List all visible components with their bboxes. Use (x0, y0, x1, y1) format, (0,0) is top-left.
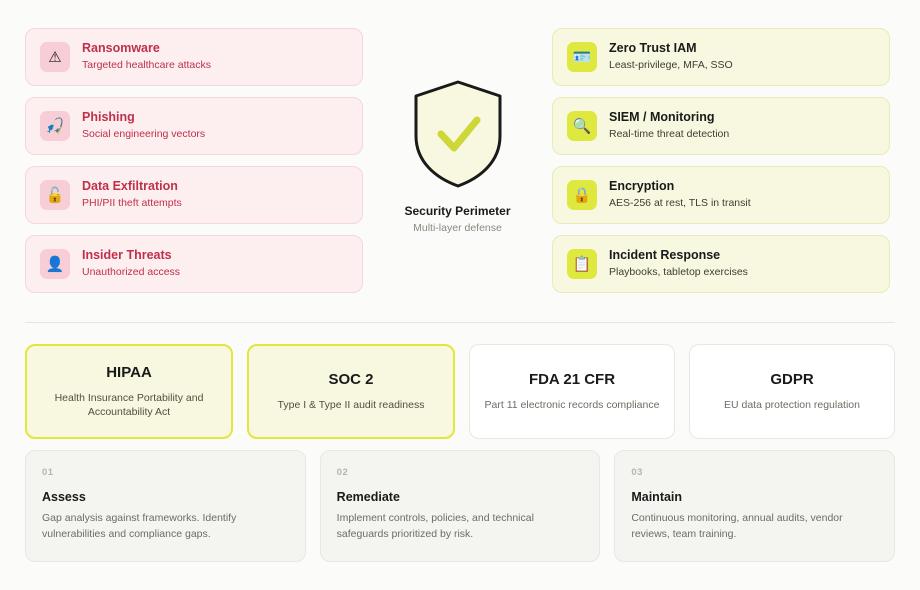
closed-lock-icon: 🔒 (567, 180, 597, 210)
warning-triangle-icon: ⚠ (40, 42, 70, 72)
step-number: 03 (631, 467, 643, 478)
control-subtitle: Real-time threat detection (609, 128, 730, 141)
center-title: Security Perimeter (404, 204, 511, 218)
step-description: Gap analysis against frameworks. Identify vulnerabilities and compliance gaps. (42, 512, 237, 540)
control-subtitle: AES-256 at rest, TLS in transit (609, 197, 751, 210)
section-divider (25, 322, 895, 323)
step-card-remediate[interactable] (320, 450, 601, 562)
step-number: 01 (42, 467, 54, 478)
center-subtitle: Multi-layer defense (413, 222, 502, 234)
magnifier-icon: 🔍 (567, 111, 597, 141)
threat-subtitle: PHI/PII theft attempts (82, 197, 182, 210)
control-subtitle: Least-privilege, MFA, SSO (609, 59, 733, 72)
compliance-description: EU data protection regulation (723, 399, 860, 412)
center-column (363, 28, 552, 234)
id-badge-icon: 🪪 (567, 42, 597, 72)
control-title: SIEM / Monitoring (609, 110, 715, 125)
compliance-name: GDPR (770, 371, 814, 389)
step-number: 02 (336, 467, 349, 478)
compliance-name: SOC 2 (328, 371, 374, 389)
step-description: Continuous monitoring, annual audits, vendor reviews, team training. (631, 512, 843, 540)
control-title: Zero Trust IAM (609, 41, 697, 56)
compliance-description: Part 11 electronic records compliance (484, 399, 660, 412)
clipboard-icon: 📋 (567, 249, 597, 279)
threats-column (25, 28, 363, 293)
compliance-card-hipaa[interactable] (25, 344, 233, 439)
step-title: Maintain (631, 490, 683, 504)
threat-subtitle: Social engineering vectors (82, 128, 206, 141)
compliance-card-fda21cfr[interactable] (469, 344, 675, 439)
step-description: Implement controls, policies, and technical safeguards prioritized by risk. (336, 512, 534, 540)
compliance-card-soc2[interactable] (247, 344, 455, 439)
fishing-hook-icon: 🎣 (40, 111, 70, 141)
user-silhouette-icon: 👤 (40, 249, 70, 279)
compliance-name: HIPAA (106, 364, 152, 381)
steps-row (25, 450, 895, 562)
control-title: Incident Response (609, 248, 721, 263)
step-card-assess[interactable] (25, 450, 306, 562)
threat-title: Phishing (82, 110, 135, 125)
control-card[interactable] (552, 28, 890, 86)
control-subtitle: Playbooks, tabletop exercises (609, 266, 748, 279)
control-card[interactable] (552, 166, 890, 224)
step-title: Assess (42, 490, 86, 504)
shield-check-icon (410, 78, 506, 190)
control-card[interactable] (552, 97, 890, 155)
threat-title: Ransomware (82, 41, 160, 56)
threat-card[interactable] (25, 235, 363, 293)
threat-card[interactable] (25, 97, 363, 155)
threat-card[interactable] (25, 166, 363, 224)
compliance-card-gdpr[interactable] (689, 344, 895, 439)
compliance-description: Health Insurance Portability and Accountability Act (54, 392, 204, 419)
threat-subtitle: Unauthorized access (82, 266, 181, 279)
compliance-description: Type I & Type II audit readiness (277, 399, 425, 412)
threat-title: Data Exfiltration (82, 179, 178, 194)
threat-subtitle: Targeted healthcare attacks (82, 59, 211, 72)
control-card[interactable] (552, 235, 890, 293)
open-lock-icon: 🔓 (40, 180, 70, 210)
step-title: Remediate (336, 490, 400, 504)
threat-title: Insider Threats (82, 248, 172, 263)
compliance-name: FDA 21 CFR (528, 371, 616, 389)
control-title: Encryption (609, 179, 675, 194)
controls-column (552, 28, 890, 293)
threat-card[interactable] (25, 28, 363, 86)
step-card-maintain[interactable] (614, 450, 895, 562)
compliance-row (25, 344, 895, 439)
